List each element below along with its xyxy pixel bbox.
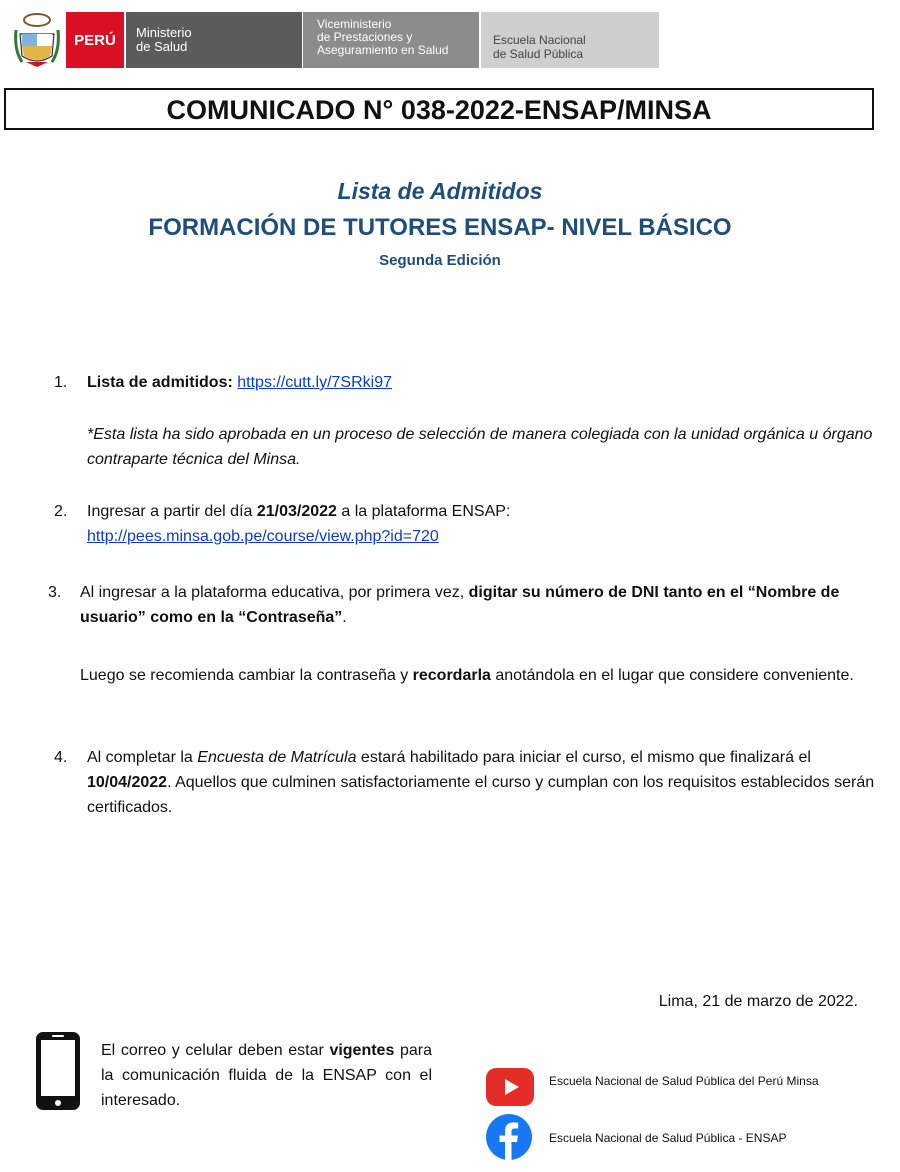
escuela-line-2: de Salud Pública xyxy=(493,47,584,61)
escuela-line-1: Escuela Nacional xyxy=(493,33,586,47)
peru-label: PERÚ xyxy=(74,31,116,49)
institutional-header xyxy=(14,10,659,68)
item-1-note: *Esta lista ha sido aprobada en un proceso de selección de manera colegiada con la unidad orgánica u órgano contraparte técnica del Minsa. xyxy=(87,426,873,468)
document-title: COMUNICADO N° 038-2022-ENSAP/MINSA xyxy=(4,88,874,130)
item-3p-text-a: Luego se recomienda cambiar la contraseña y xyxy=(80,667,413,684)
facebook-icon[interactable] xyxy=(486,1114,532,1160)
item-4-number: 4. xyxy=(54,749,68,766)
item-1-number: 1. xyxy=(54,374,68,391)
youtube-icon[interactable] xyxy=(486,1068,534,1106)
heading-main: FORMACIÓN DE TUTORES ENSAP- NIVEL BÁSICO xyxy=(148,214,732,241)
item-3p-text-b: anotándola en el lugar que considere conveniente. xyxy=(490,667,854,684)
item-1 xyxy=(87,370,877,395)
item-4-text-a: Al completar la xyxy=(87,749,198,766)
peru-coat-of-arms-icon xyxy=(14,10,60,68)
item-3 xyxy=(80,580,870,630)
heading-sub: Segunda Edición xyxy=(379,252,501,269)
item-3-end: . xyxy=(342,609,347,626)
contact-bold: vigentes xyxy=(329,1042,395,1059)
contact-note xyxy=(101,1038,432,1113)
viceministerio-block xyxy=(303,12,479,68)
heading-italic: Lista de Admitidos xyxy=(337,178,543,204)
item-4-italic: Encuesta de Matrícula xyxy=(197,749,357,766)
item-2-text-b: a la plataforma ENSAP: xyxy=(336,503,511,520)
document-date: Lima, 21 de marzo de 2022. xyxy=(658,993,858,1010)
admitted-list-link[interactable]: https://cutt.ly/7SRki97 xyxy=(237,374,392,391)
youtube-channel-name[interactable]: Escuela Nacional de Salud Pública del Perú Minsa xyxy=(549,1074,819,1088)
item-3-paragraph xyxy=(80,663,870,688)
vice-line-1: Viceministerio xyxy=(317,17,392,31)
facebook-page-name[interactable]: Escuela Nacional de Salud Pública - ENSAP xyxy=(549,1131,787,1145)
contact-text-b: para la comunicación fluida de la ENSAP con el interesado. xyxy=(101,1042,432,1109)
item-4-text-c: . Aquellos que culminen satisfactoriamente el curso y cumplan con los requisitos establecidos serán certificados. xyxy=(87,774,875,816)
item-2-date: 21/03/2022 xyxy=(256,503,337,520)
mobile-phone-icon xyxy=(34,1030,82,1112)
vice-line-3: Aseguramiento en Salud xyxy=(317,43,449,57)
escuela-block xyxy=(481,12,659,68)
contact-text-a: El correo y celular deben estar xyxy=(101,1042,330,1059)
item-3-number: 3. xyxy=(48,584,62,601)
item-2 xyxy=(87,499,877,549)
item-3-text-a: Al ingresar a la plataforma educativa, por primera vez, xyxy=(80,584,469,601)
item-4-date: 10/04/2022 xyxy=(87,774,168,791)
platform-link[interactable]: http://pees.minsa.gob.pe/course/view.php?id=720 xyxy=(87,528,439,545)
ministerio-block xyxy=(126,12,302,68)
item-2-number: 2. xyxy=(54,503,68,520)
ministerio-line-1: Ministerio xyxy=(136,25,192,40)
item-1-label: Lista de admitidos: xyxy=(87,374,233,391)
item-3-bold: digitar su número de DNI tanto en el “Nombre de usuario” como en la “Contraseña” xyxy=(80,584,840,626)
peru-brand-block xyxy=(66,12,124,68)
item-3p-bold: recordarla xyxy=(412,667,491,684)
ministerio-line-2: de Salud xyxy=(136,39,188,54)
item-2-text-a: Ingresar a partir del día xyxy=(87,503,257,520)
item-4-text-b: estará habilitado para iniciar el curso, el mismo que finalizará el xyxy=(356,749,811,766)
item-4 xyxy=(87,745,877,820)
vice-line-2: de Prestaciones y xyxy=(317,30,413,44)
